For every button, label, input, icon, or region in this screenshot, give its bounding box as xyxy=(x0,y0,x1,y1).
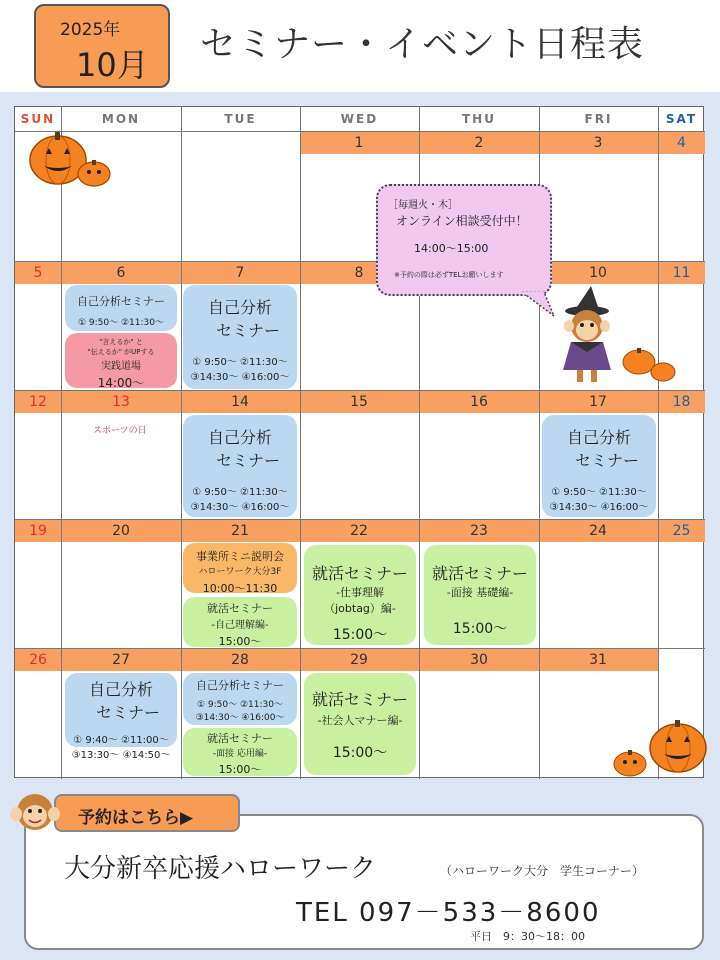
bubble-line2: オンライン相談受付中！ xyxy=(396,214,528,228)
bubble-time: 14:00〜15:00 xyxy=(414,242,489,255)
day-number: 12 xyxy=(29,394,47,410)
day-number: 15 xyxy=(350,394,368,410)
event-title: 就活セミナー xyxy=(207,732,273,745)
page-title: セミナー・イベント日程表 xyxy=(200,24,645,65)
event-title: 自己分析 xyxy=(88,680,153,699)
org-subtitle: （ハローワーク大分 学生コーナー） xyxy=(440,864,645,878)
event-time: ① 9:50〜 ②11:30〜 xyxy=(551,487,647,498)
event-time: 15:00〜 xyxy=(218,763,262,776)
event-line: "伝えるか" がUPする xyxy=(87,348,155,356)
event-time: 15:00〜 xyxy=(452,621,508,637)
event-subtitle: -面接 応用編- xyxy=(212,749,268,759)
event-job-seminar-21[interactable] xyxy=(183,597,297,647)
event-time: ① 9:50〜 ②11:30〜 xyxy=(192,487,288,498)
day-number: 24 xyxy=(589,523,607,539)
weekday-thu: THU xyxy=(462,112,496,126)
tel-number[interactable]: TEL 097－533－8600 xyxy=(296,898,601,928)
event-subtitle: -仕事理解 xyxy=(336,586,384,599)
day-number: 14 xyxy=(231,394,249,410)
office-hours: 平日 9：30～18：00 xyxy=(470,930,585,943)
event-time: ① 9:40〜 ②11:00〜 xyxy=(73,735,169,746)
day-number: 20 xyxy=(112,523,130,539)
event-title: 自己分析セミナー xyxy=(77,295,165,308)
day-number: 18 xyxy=(672,394,691,410)
day-number: 13 xyxy=(112,394,130,410)
day-number: 17 xyxy=(589,394,607,410)
event-title: 自己分析 xyxy=(566,428,631,447)
event-subtitle: （jobtag）編- xyxy=(324,602,396,615)
event-self-analysis-17[interactable] xyxy=(542,415,656,517)
event-subtitle: ハローワーク大分3F xyxy=(198,567,282,577)
event-self-analysis-14[interactable] xyxy=(183,415,297,517)
event-job-seminar-28[interactable] xyxy=(183,728,297,776)
month-label: 10月 xyxy=(76,46,149,84)
day-number: 26 xyxy=(29,652,47,668)
event-time: ① 9:50〜 ②11:30〜 xyxy=(196,700,283,710)
day-number: 19 xyxy=(29,523,47,539)
event-job-seminar-29[interactable] xyxy=(304,673,416,775)
event-title: 就活セミナー xyxy=(311,564,408,583)
day-number: 29 xyxy=(350,652,368,668)
event-title: セミナー xyxy=(95,703,160,722)
bubble-line1: ［毎週火・木］ xyxy=(388,200,458,211)
day-number: 25 xyxy=(672,523,691,539)
year-label: 2025年 xyxy=(60,20,121,40)
event-time: 15:00〜 xyxy=(218,635,262,648)
event-subtitle: -自己理解編- xyxy=(211,620,269,631)
day-number: 27 xyxy=(112,652,130,668)
holiday-label: スポーツの日 xyxy=(93,426,147,436)
header xyxy=(0,0,720,92)
event-title: 自己分析 xyxy=(207,298,272,317)
event-line: "言えるか" と xyxy=(99,338,143,346)
event-title: セミナー xyxy=(215,451,280,470)
grid-line xyxy=(61,107,62,779)
calendar-grid xyxy=(14,106,704,778)
day-number: 8 xyxy=(354,265,364,281)
event-title: 実践道場 xyxy=(101,361,141,372)
event-time: ③13:30〜 ④14:50〜 xyxy=(71,750,171,761)
day-number: 30 xyxy=(470,652,488,668)
reserve-label: 予約はこちら▶ xyxy=(78,808,194,828)
event-time: 10:00〜11:30 xyxy=(202,582,278,595)
day-number: 11 xyxy=(672,265,691,281)
day-number: 23 xyxy=(470,523,488,539)
day-number: 31 xyxy=(589,652,607,668)
event-subtitle: -社会人マナー編- xyxy=(317,714,403,727)
event-practice-dojo-6[interactable] xyxy=(65,333,177,388)
event-subtitle: -面接 基礎編- xyxy=(446,586,514,599)
day-number: 22 xyxy=(350,523,368,539)
day-number: 10 xyxy=(589,265,607,281)
event-time: 15:00〜 xyxy=(332,745,388,761)
monkey-witch-mascot-icon xyxy=(555,284,685,386)
day-number: 1 xyxy=(354,135,364,151)
org-name: 大分新卒応援ハローワーク xyxy=(64,854,377,884)
event-title: 就活セミナー xyxy=(311,690,408,709)
event-title: 就活セミナー xyxy=(207,602,273,615)
weekday-mon: MON xyxy=(101,112,141,126)
day-number: 4 xyxy=(677,135,686,151)
day-number: 3 xyxy=(593,135,603,151)
event-self-analysis-28[interactable] xyxy=(183,673,297,725)
event-self-analysis-27[interactable] xyxy=(65,673,177,761)
pumpkins-icon xyxy=(608,718,708,778)
grid-line xyxy=(658,107,659,779)
event-title: 自己分析セミナー xyxy=(196,679,284,692)
day-number: 16 xyxy=(470,394,488,410)
event-title: セミナー xyxy=(574,451,639,470)
monkey-face-icon xyxy=(6,788,64,836)
bubble-note: ※予約の際は必ずTELお願いします xyxy=(394,271,504,279)
weekday-tue: TUE xyxy=(224,112,257,126)
event-time: 15:00〜 xyxy=(332,627,388,643)
event-time: ③14:30〜 ④16:00〜 xyxy=(549,502,649,513)
event-job-seminar-22[interactable] xyxy=(304,545,416,645)
event-company-briefing-21[interactable] xyxy=(183,543,297,593)
weekday-sat: SAT xyxy=(665,112,698,126)
event-title: セミナー xyxy=(215,321,280,340)
event-time: 14:00〜 xyxy=(97,376,145,390)
day-number: 21 xyxy=(231,523,249,539)
event-title: 就活セミナー xyxy=(431,564,528,583)
bubble-tail xyxy=(510,290,560,320)
event-job-seminar-23[interactable] xyxy=(424,545,536,645)
pumpkin-icon xyxy=(26,128,116,188)
event-time: ③14:30〜 ④16:00〜 xyxy=(190,372,290,383)
event-self-analysis-6[interactable] xyxy=(65,285,177,331)
day-number: 6 xyxy=(116,265,126,281)
event-time: ③14:30〜 ④16:00〜 xyxy=(190,502,290,513)
weekday-fri: FRI xyxy=(584,112,613,126)
month-badge xyxy=(34,4,170,88)
event-title: 自己分析 xyxy=(207,428,272,447)
grid-line xyxy=(181,107,182,779)
day-number: 5 xyxy=(33,265,43,281)
weekday-wed: WED xyxy=(340,112,379,126)
event-time: ① 9:50〜 ②11:30〜 xyxy=(77,318,164,328)
reserve-tab[interactable] xyxy=(54,794,240,832)
event-time: ③14:30〜 ④16:00〜 xyxy=(195,713,285,723)
grid-line xyxy=(300,107,301,779)
weekday-sun: SUN xyxy=(20,112,56,126)
event-title: 事業所ミニ説明会 xyxy=(196,550,284,563)
event-time: ① 9:50〜 ②11:30〜 xyxy=(192,357,288,368)
contact-box xyxy=(24,814,704,950)
online-consult-bubble xyxy=(376,184,552,296)
day-number: 7 xyxy=(235,265,245,281)
day-number: 2 xyxy=(474,135,484,151)
day-number: 28 xyxy=(231,652,249,668)
event-self-analysis-7[interactable] xyxy=(183,285,297,389)
